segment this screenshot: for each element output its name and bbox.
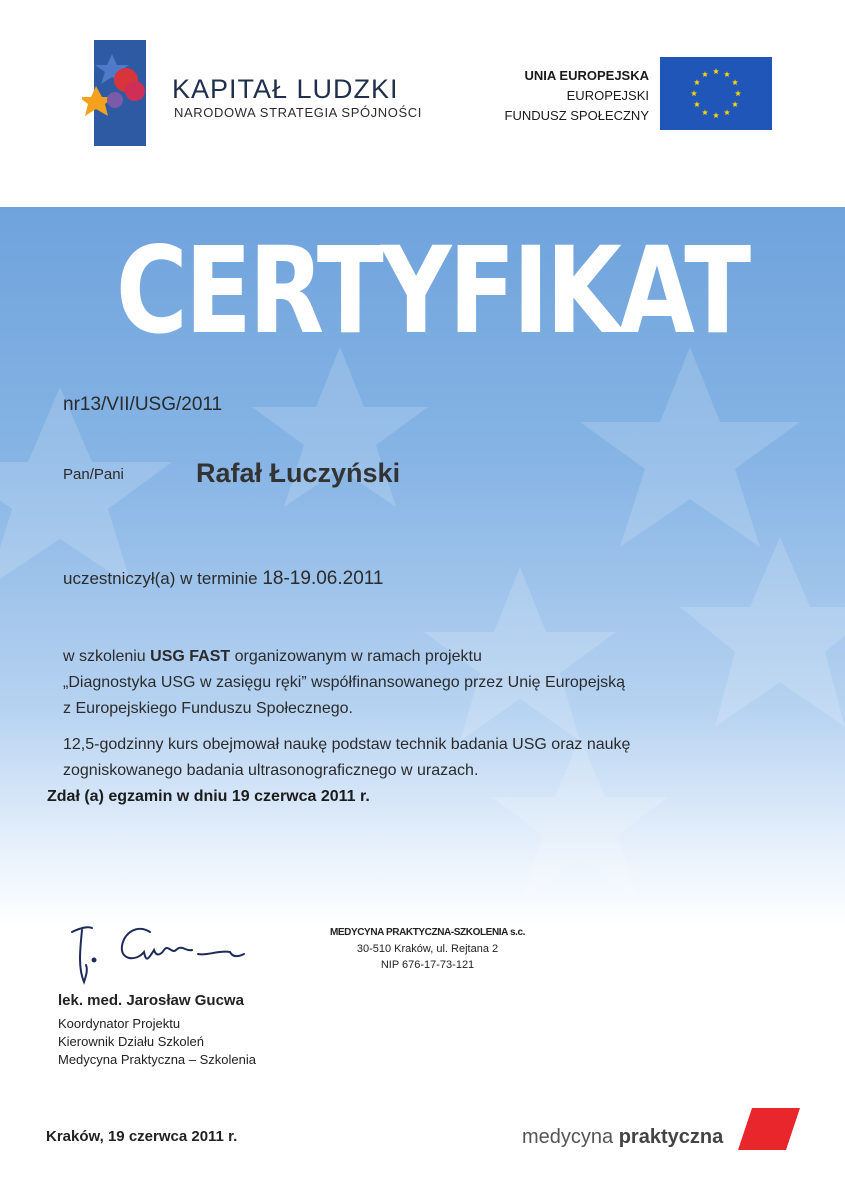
training-line-1 — [63, 644, 625, 670]
handwritten-signature-icon — [58, 910, 248, 985]
eu-flag-icon — [660, 57, 772, 130]
training-name: USG FAST — [150, 648, 231, 665]
training-paragraph — [63, 644, 625, 722]
exam-statement: Zdał (a) egzamin w dniu 19 czerwca 2011 r. — [47, 788, 370, 805]
training-line-3: z Europejskiego Funduszu Społecznego. — [63, 700, 353, 717]
course-line-2: zogniskowanego badania ultrasonograficznego w urazach. — [63, 762, 479, 779]
training-prefix: w szkoleniu — [63, 648, 146, 665]
brand-red-parallelogram-icon — [738, 1108, 800, 1150]
stamp-nip: NIP 676-17-73-121 — [380, 959, 475, 971]
signatory-name: lek. med. Jarosław Gucwa — [58, 992, 244, 1009]
brand-logo-text — [522, 1126, 723, 1149]
participation-dates: 18-19.06.2011 — [262, 568, 384, 589]
eu-logo-text — [505, 66, 649, 126]
salutation: Pan/Pani — [63, 466, 124, 483]
eu-line-3: FUNDUSZ SPOŁECZNY — [504, 108, 649, 123]
training-line-2: „Diagnostyka USG w zasięgu ręki” współfinansowanego przez Unię Europejską — [63, 674, 626, 691]
certificate-number: nr13/VII/USG/2011 — [63, 394, 223, 415]
participation-label: uczestniczył(a) w terminie — [63, 569, 258, 588]
brand-part-1: medycyna — [522, 1126, 614, 1148]
brand-part-2: praktyczna — [618, 1126, 724, 1148]
bg-star — [0, 387, 172, 587]
stamp-company-name: MEDYCYNA PRAKTYCZNA-SZKOLENIA s.c. — [329, 927, 526, 938]
participation-line — [63, 568, 384, 590]
eu-line-2: EUROPEJSKI — [566, 88, 649, 103]
signatory-role-1: Koordynator Projektu — [58, 1016, 181, 1031]
signatory-role-3: Medycyna Praktyczna – Szkolenia — [58, 1052, 256, 1067]
stamp-address: 30-510 Kraków, ul. Rejtana 2 — [356, 943, 499, 955]
certificate-title: CERTYFIKAT — [115, 222, 749, 362]
company-stamp — [300, 925, 555, 973]
bg-star — [580, 347, 800, 547]
bg-star — [680, 537, 845, 727]
training-suffix: organizowanym w ramach projektu — [234, 648, 482, 665]
signatory-roles — [58, 1015, 256, 1069]
signatory-role-2: Kierownik Działu Szkoleń — [58, 1034, 204, 1049]
recipient-name: Rafał Łuczyński — [196, 458, 401, 488]
course-line-1: 12,5-godzinny kurs obejmował naukę podstaw technik badania USG oraz naukę — [63, 736, 631, 753]
eu-line-1: UNIA EUROPEJSKA — [524, 68, 649, 83]
course-paragraph — [63, 732, 630, 784]
kapital-ludzki-title: KAPITAŁ LUDZKI — [172, 74, 399, 104]
kapital-ludzki-subtitle: NARODOWA STRATEGIA SPÓJNOŚCI — [174, 105, 422, 120]
place-and-date: Kraków, 19 czerwca 2011 r. — [46, 1128, 238, 1145]
kapital-ludzki-logo-icon — [82, 40, 152, 146]
